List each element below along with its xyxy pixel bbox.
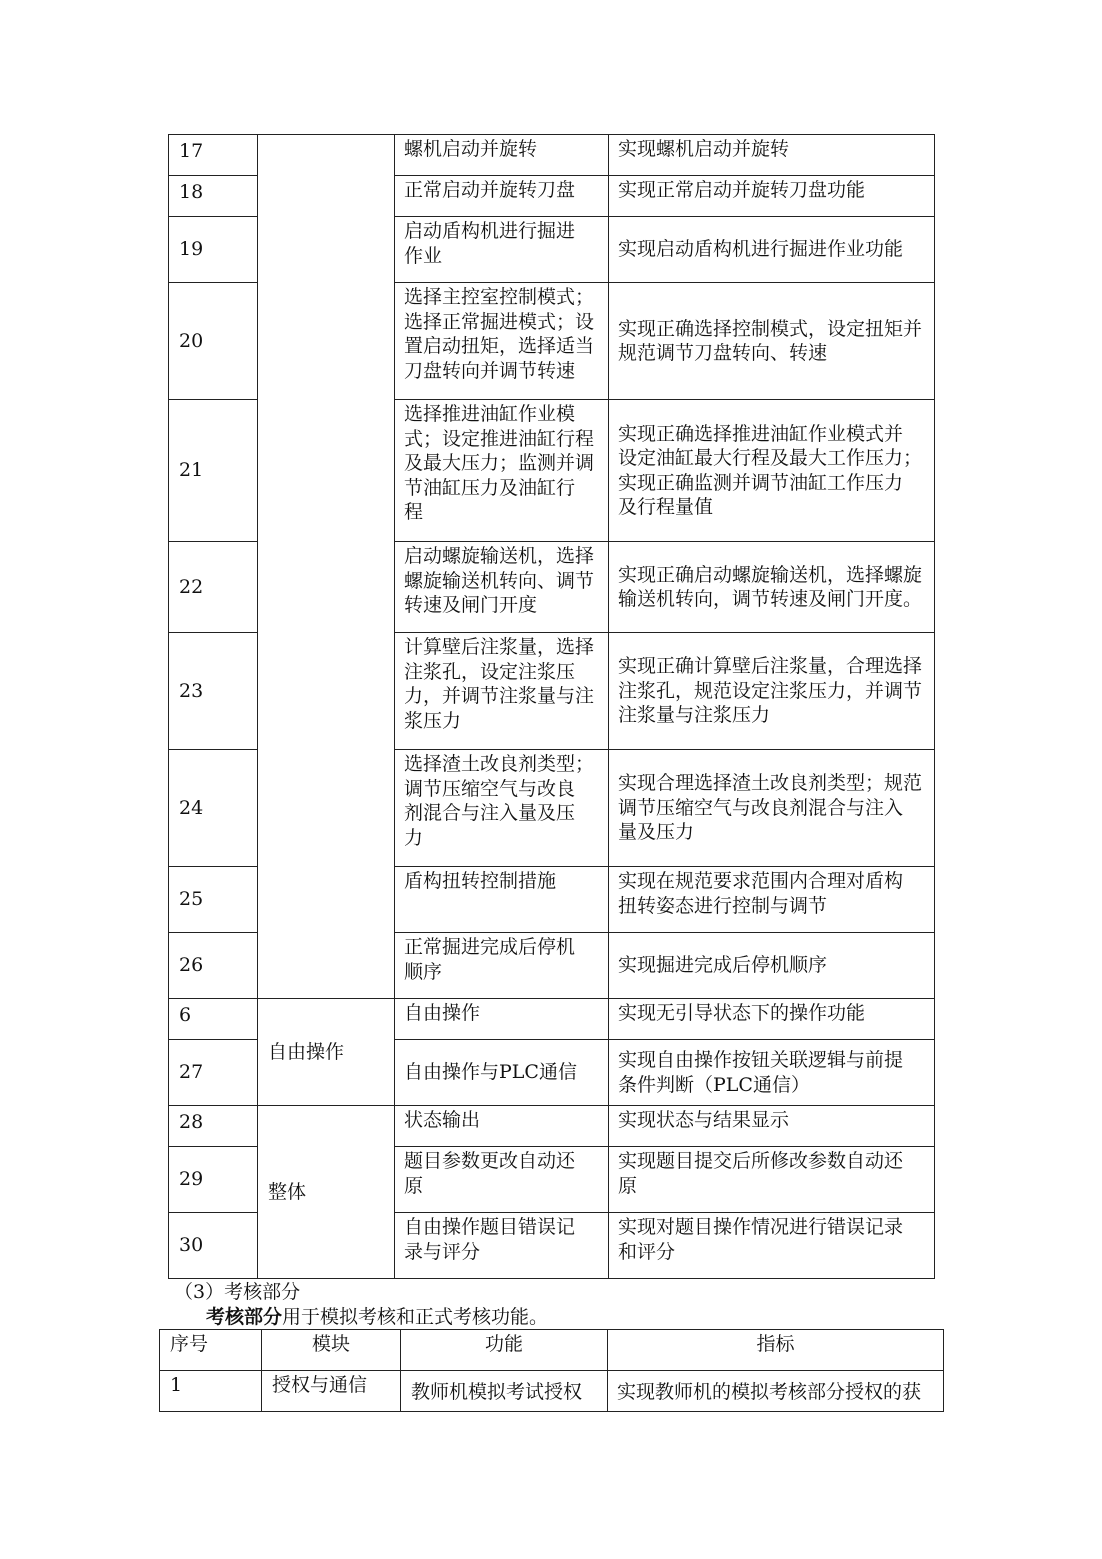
indicator-cell: 实现题目提交后所修改参数自动还 原 [609,1147,935,1213]
indicator-cell: 实现在规范要求范围内合理对盾构 扭转姿态进行控制与调节 [609,867,935,933]
indicator-cell: 实现正常启动并旋转刀盘功能 [609,176,935,217]
row-number: 29 [169,1147,258,1213]
table-row [169,135,935,176]
row-number: 30 [169,1213,258,1279]
function-cell: 选择主控室控制模式； 选择正常掘进模式；设 置启动扭矩，选择适当 刀盘转向并调节转速 [395,283,609,400]
function-cell: 正常启动并旋转刀盘 [395,176,609,217]
row-number: 17 [169,135,258,176]
row-number: 23 [169,633,258,750]
function-cell: 螺机启动并旋转 [395,135,609,176]
indicator-cell: 实现掘进完成后停机顺序 [609,933,935,999]
row-number: 20 [169,283,258,400]
indicator-cell: 实现教师机的模拟考核部分授权的获 [608,1371,944,1412]
function-cell: 启动螺旋输送机，选择 螺旋输送机转向、调节 转速及闸门开度 [395,542,609,633]
indicator-cell: 实现合理选择渣土改良剂类型；规范 调节压缩空气与改良剂混合与注入 量及压力 [609,750,935,867]
row-number: 24 [169,750,258,867]
table-row [160,1371,944,1412]
module-cell-whole: 整体 [258,1106,395,1279]
header-cell-function: 功能 [401,1330,608,1371]
function-cell: 自由操作与PLC通信 [395,1040,609,1106]
indicator-cell: 实现自由操作按钮关联逻辑与前提 条件判断（PLC通信） [609,1040,935,1106]
function-cell: 题目参数更改自动还 原 [395,1147,609,1213]
row-number: 27 [169,1040,258,1106]
module-cell: 授权与通信 [262,1371,401,1412]
indicator-cell: 实现正确选择控制模式，设定扭矩并 规范调节刀盘转向、转速 [609,283,935,400]
section-intro [206,1305,548,1329]
row-number: 22 [169,542,258,633]
row-number: 18 [169,176,258,217]
row-number: 28 [169,1106,258,1147]
indicator-cell: 实现正确启动螺旋输送机，选择螺旋 输送机转向，调节转速及闸门开度。 [609,542,935,633]
table-header-row [160,1330,944,1371]
indicator-cell: 实现启动盾构机进行掘进作业功能 [609,217,935,283]
row-number: 19 [169,217,258,283]
indicator-cell: 实现无引导状态下的操作功能 [609,999,935,1040]
table-row [169,1106,935,1147]
row-number: 25 [169,867,258,933]
function-cell: 选择渣土改良剂类型； 调节压缩空气与改良 剂混合与注入量及压 力 [395,750,609,867]
module-cell-free-operation: 自由操作 [258,999,395,1106]
function-table [168,134,935,1279]
intro-text: 用于模拟考核和正式考核功能。 [282,1306,549,1328]
header-cell-number: 序号 [160,1330,262,1371]
function-cell: 启动盾构机进行掘进 作业 [395,217,609,283]
function-cell: 选择推进油缸作业模 式；设定推进油缸行程 及最大压力；监测并调 节油缸压力及油缸行 程 [395,400,609,542]
row-number: 1 [160,1371,262,1412]
indicator-cell: 实现螺机启动并旋转 [609,135,935,176]
function-cell: 自由操作 [395,999,609,1040]
function-cell: 教师机模拟考试授权 [401,1371,608,1412]
row-number: 6 [169,999,258,1040]
assessment-table [159,1329,944,1412]
header-cell-module: 模块 [262,1330,401,1371]
function-cell: 正常掘进完成后停机 顺序 [395,933,609,999]
row-number: 21 [169,400,258,542]
function-cell: 状态输出 [395,1106,609,1147]
function-cell: 盾构扭转控制措施 [395,867,609,933]
indicator-cell: 实现状态与结果显示 [609,1106,935,1147]
function-cell: 计算壁后注浆量，选择 注浆孔，设定注浆压 力，并调节注浆量与注 浆压力 [395,633,609,750]
function-cell: 自由操作题目错误记 录与评分 [395,1213,609,1279]
row-number: 26 [169,933,258,999]
header-cell-indicator: 指标 [608,1330,944,1371]
indicator-cell: 实现正确选择推进油缸作业模式并 设定油缸最大行程及最大工作压力； 实现正确监测并调节油缸工作压力 及行程量值 [609,400,935,542]
intro-bold-term: 考核部分 [206,1306,283,1328]
module-cell-empty [258,135,395,999]
indicator-cell: 实现正确计算壁后注浆量，合理选择 注浆孔，规范设定注浆压力，并调节 注浆量与注浆压力 [609,633,935,750]
section-heading: （3）考核部分 [174,1281,301,1303]
table-row [169,999,935,1040]
indicator-cell: 实现对题目操作情况进行错误记录 和评分 [609,1213,935,1279]
